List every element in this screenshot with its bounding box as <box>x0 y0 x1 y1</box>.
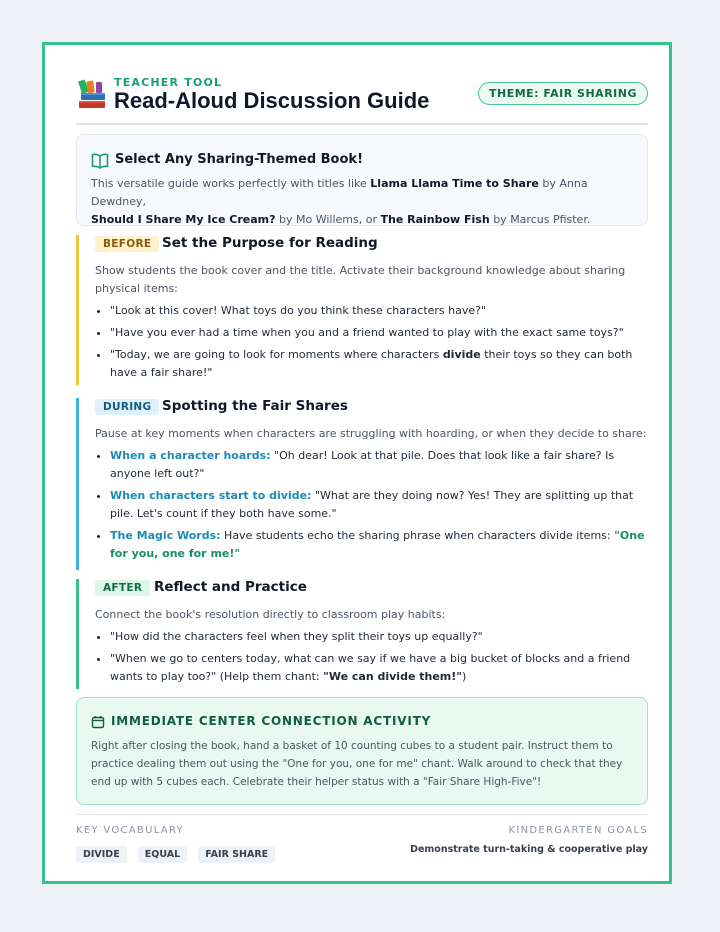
prompt-label: When characters start to divide: <box>110 489 312 502</box>
list-item: • "How did the characters feel when they split their toys up equally?" <box>110 628 648 646</box>
book-title-ice-cream: Should I Share My Ice Cream? <box>91 213 276 226</box>
footer-divider <box>76 814 648 815</box>
list-item <box>110 487 648 523</box>
text-fragment: "When we go to centers today, what can we say if we have a big bucket of blocks and a friend wants to play too?" (Help them chant: <box>110 652 631 683</box>
during-title: Spotting the Fair Shares <box>162 398 348 414</box>
calendar-icon <box>91 715 105 729</box>
list-item <box>110 527 648 563</box>
book-title-llama: Llama Llama Time to Share <box>370 177 539 190</box>
header-kicker: TEACHER TOOL <box>114 76 223 89</box>
text-fragment: by Mo Willems, or <box>275 213 381 226</box>
text-fragment: ) <box>462 670 467 683</box>
before-badge: BEFORE <box>95 236 159 252</box>
center-activity-box <box>76 697 648 805</box>
after-list <box>95 628 648 686</box>
before-section <box>76 235 648 385</box>
magic-phrase: "One for you, one for me!" <box>110 529 645 560</box>
during-badge: DURING <box>95 399 159 415</box>
before-header <box>95 235 648 255</box>
during-section <box>76 398 648 570</box>
book-selection-box <box>76 134 648 226</box>
activity-text: Right after closing the book, hand a basket of 10 counting cubes to a student pair. Instruct them to practice dealing them out using the "One for you, one for me" chant. Walk around to check that they end up with 5 cubes each. Celebrate their helper status with a "Fair Share High-Five"! <box>91 740 623 788</box>
prompt-label: The Magic Words: <box>110 529 221 542</box>
list-item: • "Look at this cover! What toys do you think these characters have?" <box>110 302 648 320</box>
list-item <box>110 346 648 382</box>
during-lead: Pause at key moments when characters are struggling with hoarding, or when they decide to share: <box>95 427 647 440</box>
books-icon <box>76 77 108 111</box>
prompt-text: Have students echo the sharing phrase when characters divide items: <box>220 529 615 542</box>
list-item: • "Have you ever had a time when you and a friend wanted to play with the exact same toys?" <box>110 324 648 342</box>
after-section <box>76 579 648 689</box>
text-fragment: their toys so they can both have a fair share!" <box>110 348 633 379</box>
during-header <box>95 398 648 418</box>
keyword-divide: divide <box>442 348 481 361</box>
open-book-icon <box>91 153 109 169</box>
vocabulary-list <box>76 842 281 863</box>
text-fragment: by Marcus Pfister. <box>489 213 591 226</box>
activity-title: IMMEDIATE CENTER CONNECTION ACTIVITY <box>111 714 432 728</box>
vocab-pill: DIVIDE <box>76 846 127 863</box>
text-fragment: by Anna Dewdney, <box>91 177 588 208</box>
goals-text: Demonstrate turn-taking & cooperative play <box>410 844 648 855</box>
page-title: Read-Aloud Discussion Guide <box>114 88 430 113</box>
before-title: Set the Purpose for Reading <box>162 235 378 251</box>
header-divider <box>76 123 648 125</box>
vocab-pill: FAIR SHARE <box>198 846 275 863</box>
header <box>76 75 648 115</box>
after-lead: Connect the book's resolution directly to classroom play habits: <box>95 608 446 621</box>
after-title: Reflect and Practice <box>154 579 307 595</box>
book-selection-title: Select Any Sharing-Themed Book! <box>115 152 363 167</box>
before-list <box>95 302 648 382</box>
prompt-text: "What are they doing now? Yes! They are splitting up that pile. Let's count if they both have some." <box>110 489 634 520</box>
chant-phrase: "We can divide them!" <box>323 670 462 683</box>
prompt-label: When a character hoards: <box>110 449 271 462</box>
book-title-rainbow-fish: The Rainbow Fish <box>380 213 490 226</box>
book-selection-text <box>91 175 636 229</box>
text-fragment: This versatile guide works perfectly with titles like <box>91 177 371 190</box>
list-item <box>110 650 648 686</box>
during-list <box>95 447 648 563</box>
after-badge: AFTER <box>95 580 150 596</box>
prompt-text: "Oh dear! Look at that pile. Does that look like a fair share? Is anyone left out?" <box>110 449 615 480</box>
theme-badge: THEME: FAIR SHARING <box>478 82 648 105</box>
vocab-pill: EQUAL <box>138 846 187 863</box>
before-lead: Show students the book cover and the title. Activate their background knowledge about sharing physical items: <box>95 264 626 295</box>
guide-card <box>42 42 672 884</box>
vocabulary-label: KEY VOCABULARY <box>76 825 184 836</box>
list-item <box>110 447 648 483</box>
after-header <box>95 579 648 599</box>
text-fragment: "Today, we are going to look for moments where characters <box>110 348 443 361</box>
goals-label: KINDERGARTEN GOALS <box>508 825 648 836</box>
